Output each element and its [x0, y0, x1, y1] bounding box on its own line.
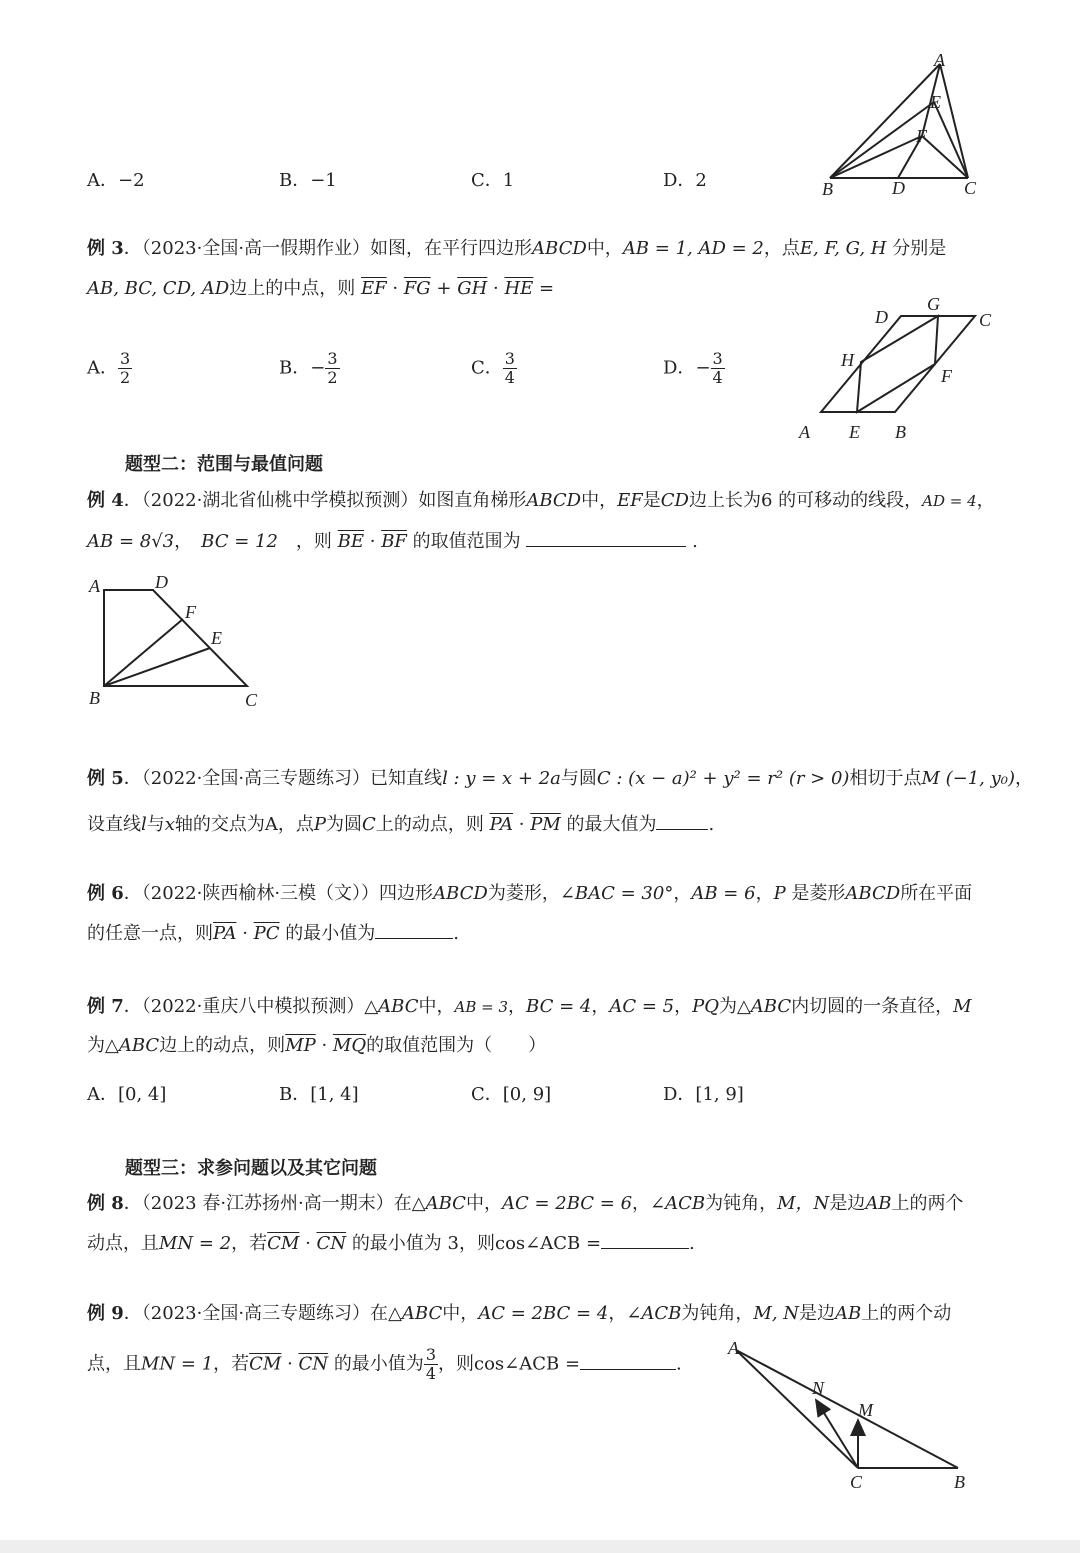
ex8-line2: 动点，且MN = 2，若$\overline{CM} \cdot \overline{CN}$ 的最小值为 3，则cos∠ACB = .: [87, 1233, 695, 1254]
line-ac: [736, 1350, 858, 1468]
label-c: C: [964, 178, 977, 198]
label-d: D: [875, 307, 888, 327]
label-a: A: [728, 1338, 739, 1358]
line-ec: [934, 102, 968, 178]
label-n: N: [812, 1378, 825, 1398]
label-f: F: [916, 126, 927, 146]
option-b[interactable]: B．−1: [279, 170, 337, 191]
ex7-line1: 例 7．（2022·重庆八中模拟预测）△ABC中，AB = 3，BC = 4，AC = 5，PQ为△ABC内切圆的一条直径，M: [87, 996, 972, 1017]
vector-pa: $\overline{PA}$: [213, 923, 237, 944]
ex5-line1: 例 5．（2022·全国·高三专题练习）已知直线l : y = x + 2a与圆C : (x − a)² + y² = r² (r > 0)相切于点M (−1, y₀)，: [87, 768, 1034, 789]
vector-cn: $\overline{CN}$: [298, 1353, 329, 1375]
vector-mp: $\overline{MP}$: [285, 1035, 316, 1056]
label-b: B: [895, 422, 906, 442]
option-d[interactable]: D．2: [663, 170, 707, 191]
option-c[interactable]: C．1: [471, 170, 515, 191]
answer-blank[interactable]: [656, 813, 708, 830]
ex7-option-a[interactable]: A．[0, 4]: [87, 1084, 167, 1105]
label-g: G: [927, 294, 940, 314]
line-fc: [922, 136, 968, 178]
ex6-line1: 例 6．（2022·陕西榆林·三模（文））四边形ABCD为菱形，∠BAC = 30°，AB = 6，P 是菱形ABCD所在平面: [87, 883, 973, 904]
label-c: C: [245, 690, 258, 710]
vector-ef: $\overline{EF}$: [360, 278, 387, 299]
vector-be: $\overline{BE}$: [337, 531, 365, 552]
ex3-label: 例 3: [87, 238, 124, 259]
vector-bf: $\overline{BF}$: [381, 531, 407, 552]
ex7-option-d[interactable]: D．[1, 9]: [663, 1084, 744, 1105]
ex3-option-d[interactable]: D．− $\frac{3}{4}$: [663, 349, 723, 387]
vector-pc: $\overline{PC}$: [253, 923, 280, 944]
answer-blank[interactable]: [375, 922, 453, 939]
option-a[interactable]: A．−2: [87, 170, 145, 191]
label-a: A: [934, 50, 945, 70]
label-c: C: [850, 1472, 863, 1492]
ex7-option-c[interactable]: C．[0, 9]: [471, 1084, 552, 1105]
ex7-option-b[interactable]: B．[1, 4]: [279, 1084, 359, 1105]
label-b: B: [822, 179, 833, 199]
answer-blank[interactable]: [601, 1232, 689, 1249]
label-d: D: [155, 572, 168, 592]
label-e: E: [211, 628, 222, 648]
line-ac: [940, 64, 968, 178]
ex5-line2: 设直线l与x轴的交点为A，点P为圆C上的动点，则 $\overline{PA} \cdot \overline{PM}$ 的最大值为 .: [87, 814, 715, 835]
ex3-option-a[interactable]: A． $\frac{3}{2}$: [87, 349, 131, 387]
label-h: H: [841, 350, 854, 370]
quad-efgh: [857, 316, 938, 412]
ex9-line1: 例 9．（2023·全国·高三专题练习）在△ABC中，AC = 2BC = 4，∠ACB为钝角，M, N是边AB上的两个动: [87, 1303, 952, 1324]
line-bf: [830, 136, 922, 178]
ex7-line2: 为△ABC边上的动点，则$\overline{MP} \cdot \overline{MQ}$的取值范围为（ ）: [87, 1035, 547, 1056]
vector-cm: $\overline{CM}$: [249, 1353, 282, 1375]
label-f: F: [941, 366, 952, 386]
ex6-line2: 的任意一点，则$\overline{PA} \cdot \overline{PC}$ 的最小值为 .: [87, 923, 459, 944]
figure-triangle-nm: [722, 1336, 982, 1496]
ex3-line2: AB, BC, CD, AD边上的中点，则 $\overline{EF} \cdot \overline{FG} + \overline{GH} \cdot \overline{HE}$ =: [87, 278, 555, 299]
label-d: D: [892, 178, 905, 198]
label-f: F: [185, 602, 196, 622]
vector-fg: $\overline{FG}$: [403, 278, 431, 299]
label-e: E: [930, 92, 941, 112]
label-e: E: [849, 422, 860, 442]
vector-mq: $\overline{MQ}$: [332, 1035, 367, 1056]
section-heading-3: 题型三：求参问题以及其它问题: [125, 1158, 377, 1179]
figure-parallelogram: [795, 288, 1015, 448]
answer-blank[interactable]: [580, 1353, 676, 1370]
vector-he: $\overline{HE}$: [504, 278, 534, 299]
label-b: B: [954, 1472, 965, 1492]
ex3-line1: 例 3．（2023·全国·高一假期作业）如图，在平行四边形ABCD中，AB = 1, AD = 2，点E, F, G, H 分别是: [87, 238, 947, 259]
ex8-line1: 例 8．（2023 春·江苏扬州·高一期末）在△ABC中，AC = 2BC = 6，∠ACB为钝角，M，N是边AB上的两个: [87, 1193, 964, 1214]
label-b: B: [89, 688, 100, 708]
vector-gh: $\overline{GH}$: [457, 278, 488, 299]
ex4-line1: 例 4．（2022·湖北省仙桃中学模拟预测）如图直角梯形ABCD中，EF是CD边上长为6 的可移动的线段，AD = 4，: [87, 490, 995, 511]
ex3-option-b[interactable]: B．− $\frac{3}{2}$: [279, 349, 338, 387]
line-ab: [830, 64, 940, 178]
vector-cn: $\overline{CN}$: [316, 1233, 347, 1254]
section-heading-2: 题型二：范围与最值问题: [125, 454, 323, 475]
vector-pm: $\overline{PM}$: [530, 814, 561, 835]
answer-blank[interactable]: [526, 530, 686, 547]
label-a: A: [799, 422, 810, 442]
vector-cm: $\overline{CM}$: [267, 1233, 300, 1254]
label-m: M: [858, 1400, 873, 1420]
figure-trapezoid: [85, 568, 275, 713]
label-c: C: [979, 310, 992, 330]
line-bf: [104, 619, 183, 686]
page-bottom-margin: [0, 1540, 1080, 1553]
line-be: [104, 648, 210, 686]
ex3-option-c[interactable]: C． $\frac{3}{4}$: [471, 349, 515, 387]
vector-pa: $\overline{PA}$: [489, 814, 514, 835]
ex4-line2: AB = 8√3， BC = 12 ，则 $\overline{BE} \cdot \overline{BF}$ 的取值范围为 .: [87, 531, 698, 552]
ex9-line2: 点，且MN = 1，若$\overline{CM} \cdot \overline{CN}$ 的最小值为 $\frac{3}{4}$ ，则cos∠ACB = .: [87, 1345, 682, 1383]
figure-triangle-abc: [818, 50, 1003, 200]
label-a: A: [89, 576, 100, 596]
trapezoid-abcd: [104, 590, 247, 686]
